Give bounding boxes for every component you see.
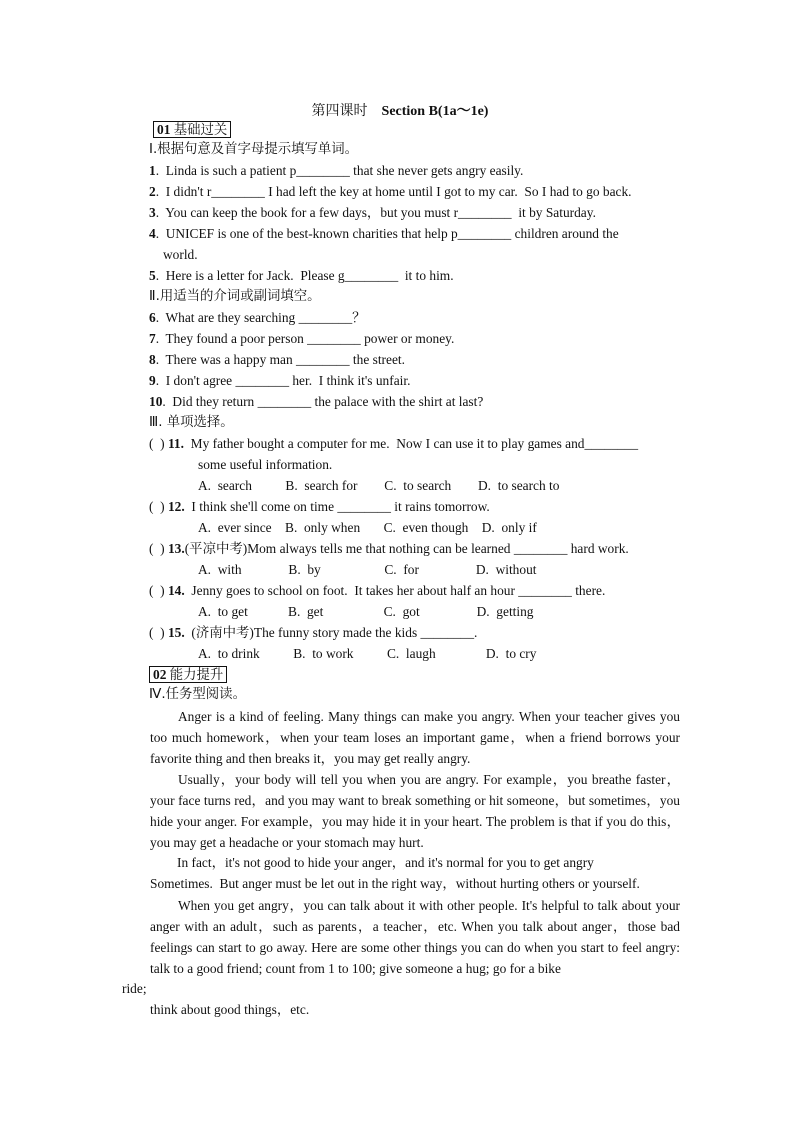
question-14 [149, 583, 605, 599]
answer-bracket: ( ) [149, 436, 168, 451]
question-number: 15. [167, 625, 185, 640]
page-title [0, 100, 800, 120]
question-text: . They found a poor person ________ power or money. [155, 331, 455, 346]
question-text: Jenny goes to school on foot. It takes her about half an hour ________ there. [184, 583, 606, 598]
question-number: 2 [149, 184, 156, 199]
lesson-section: Section B(1a～1e) [381, 104, 489, 119]
passage-paragraph-2: Usually，your body will tell you when you are angry. For example，you breathe faster，your face turns red，and you may want to break something or hit someone，but sometimes，you hide your anger. For example，you may hide it in your heart. The problem is that if you do this，you may get a headache or your stomach may hurt. [150, 772, 680, 850]
question-number: 7 [149, 331, 156, 346]
question-14-options: A. to get B. get C. got D. getting [198, 604, 534, 619]
question-number: 14. [167, 583, 185, 598]
question-text: . UNICEF is one of the best-known charities that help p________ children around the [155, 226, 619, 241]
question-7 [149, 331, 454, 347]
lesson-number: 第四课时 [311, 104, 368, 119]
question-text: . You can keep the book for a few days，but you must r________ it by Saturday. [155, 205, 596, 220]
question-3 [149, 205, 596, 221]
question-2 [149, 184, 632, 200]
question-12-options: A. ever since B. only when C. even though D. only if [198, 520, 537, 535]
question-number: 10 [149, 394, 163, 409]
question-text: . What are they searching ________？ [155, 310, 366, 325]
question-text: . Did they return ________ the palace with the shirt at last? [162, 394, 484, 409]
question-8 [149, 352, 405, 368]
passage-paragraph-3-line-1: In fact，it's not good to hide your anger，and it's normal for you to get angry [177, 855, 594, 870]
section-box-basic [153, 121, 231, 138]
question-number: 12. [167, 499, 185, 514]
question-4 [149, 226, 619, 242]
question-9 [149, 373, 410, 389]
question-15 [149, 625, 477, 641]
question-number: 8 [149, 352, 156, 367]
question-number: 5 [149, 268, 156, 283]
section-heading-1: Ⅰ.根据句意及首字母提示填写单词。 [149, 142, 359, 157]
section-heading-3: Ⅲ. 单项选择。 [149, 415, 234, 430]
question-11 [149, 436, 638, 452]
section-box-advanced [149, 666, 227, 683]
passage-paragraph-3-line-2: Sometimes. But anger must be let out in the right way，without hurting others or yourself. [150, 876, 640, 891]
question-text: . There was a happy man ________ the street. [155, 352, 405, 367]
question-number: 4 [149, 226, 156, 241]
box-number: 02 [153, 667, 167, 682]
question-text: (济南中考)The funny story made the kids ________. [184, 625, 478, 640]
box-label: 能力提升 [169, 667, 224, 682]
question-10 [149, 394, 483, 410]
passage-paragraph-4-overflow: ride; [122, 981, 147, 996]
question-6 [149, 310, 366, 326]
question-1 [149, 163, 523, 179]
question-12 [149, 499, 490, 515]
box-label: 基础过关 [173, 122, 228, 137]
box-number: 01 [157, 122, 171, 137]
answer-bracket: ( ) [149, 625, 168, 640]
question-text: My father bought a computer for me. Now I can use it to play games and________ [183, 436, 639, 451]
question-number: 13. [167, 541, 185, 556]
question-13-options: A. with B. by C. for D. without [198, 562, 537, 577]
answer-bracket: ( ) [149, 583, 168, 598]
question-text: . Here is a letter for Jack. Please g________ it to him. [155, 268, 454, 283]
passage-paragraph-4: When you get angry，you can talk about it with other people. It's helpful to talk about your anger with an adult，such as parents，a teacher，etc. When you talk about anger，those bad feelings can start to go away. Here are some other things you can do when you start to feel angry: talk to a good friend; count from 1 to 100; give someone a hug; go for a bike [150, 898, 680, 976]
question-4-continued: world. [163, 247, 198, 262]
question-text: I think she'll come on time ________ it rains tomorrow. [184, 499, 490, 514]
question-text: . I didn't r________ I had left the key at home until I got to my car. So I had to go back. [155, 184, 632, 199]
question-5 [149, 268, 454, 284]
question-number: 1 [149, 163, 156, 178]
question-number: 3 [149, 205, 156, 220]
question-15-options: A. to drink B. to work C. laugh D. to cry [198, 646, 537, 661]
question-number: 9 [149, 373, 156, 388]
answer-bracket: ( ) [149, 541, 168, 556]
question-11-options: A. search B. search for C. to search D. to search to [198, 478, 560, 493]
question-text: . Linda is such a patient p________ that she never gets angry easily. [155, 163, 524, 178]
section-heading-2: Ⅱ.用适当的介词或副词填空。 [149, 289, 321, 304]
section-heading-4: Ⅳ.任务型阅读。 [149, 687, 246, 702]
answer-bracket: ( ) [149, 499, 168, 514]
passage-paragraph-4-end: think about good things，etc. [150, 1002, 310, 1017]
question-number: 11. [167, 436, 184, 451]
question-text: (平凉中考)Mom always tells me that nothing can be learned ________ hard work. [184, 541, 629, 556]
question-13 [149, 541, 629, 557]
question-11-continued: some useful information. [198, 457, 333, 472]
question-number: 6 [149, 310, 156, 325]
question-text: . I don't agree ________ her. I think it's unfair. [155, 373, 411, 388]
passage-paragraph-1: Anger is a kind of feeling. Many things can make you angry. When your teacher gives you too much homework，when your team loses an important game，when a friend borrows your favorite thing and then breaks it，you may get really angry. [150, 709, 680, 766]
